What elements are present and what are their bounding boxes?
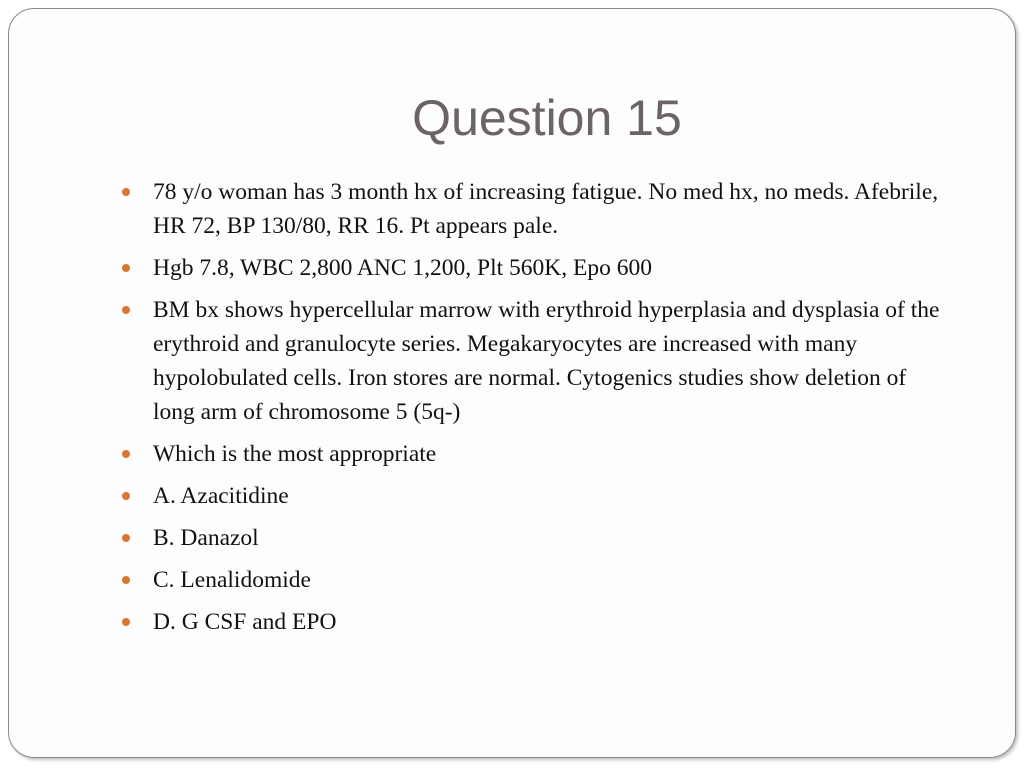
bullet-dot-icon (122, 264, 130, 272)
bullet-item-labs (122, 251, 942, 285)
bullet-text: D. G CSF and EPO (153, 609, 337, 635)
bullet-item-option-c (122, 563, 942, 597)
slide-frame (8, 8, 1016, 758)
bullet-dot-icon (122, 306, 130, 314)
bullet-text: BM bx shows hypercellular marrow with erythroid hyperplasia and dysplasia of the erythroid and granulocyte series. Megakaryocytes are increased with many hypolobulated cells. Iron stores are normal. Cytogenics studies show deletion of long arm of chromosome 5 (5q-) (153, 297, 940, 425)
bullet-dot-icon (122, 492, 130, 500)
bullet-item-option-b (122, 521, 942, 555)
bullet-text: 78 y/o woman has 3 month hx of increasing fatigue. No med hx, no meds. Afebrile, HR 72, BP 130/80, RR 16. Pt appears pale. (153, 179, 939, 239)
bullet-text: Hgb 7.8, WBC 2,800 ANC 1,200, Plt 560K, Epo 600 (153, 255, 652, 281)
bullet-item-history (122, 175, 942, 243)
bullet-item-option-a (122, 479, 942, 513)
bullet-dot-icon (122, 576, 130, 584)
bullet-text: B. Danazol (153, 525, 259, 551)
bullet-text: A. Azacitidine (153, 483, 289, 509)
bullet-text: Which is the most appropriate (153, 441, 437, 467)
bullet-dot-icon (122, 534, 130, 542)
bullet-dot-icon (122, 188, 130, 196)
slide-title: Question 15 (412, 90, 682, 146)
bullet-item-option-d (122, 605, 942, 639)
bullet-item-question (122, 437, 942, 471)
bullet-dot-icon (122, 450, 130, 458)
bullet-list (122, 175, 942, 647)
bullet-text: C. Lenalidomide (153, 567, 311, 593)
bullet-dot-icon (122, 618, 130, 626)
bullet-item-biopsy (122, 293, 942, 429)
